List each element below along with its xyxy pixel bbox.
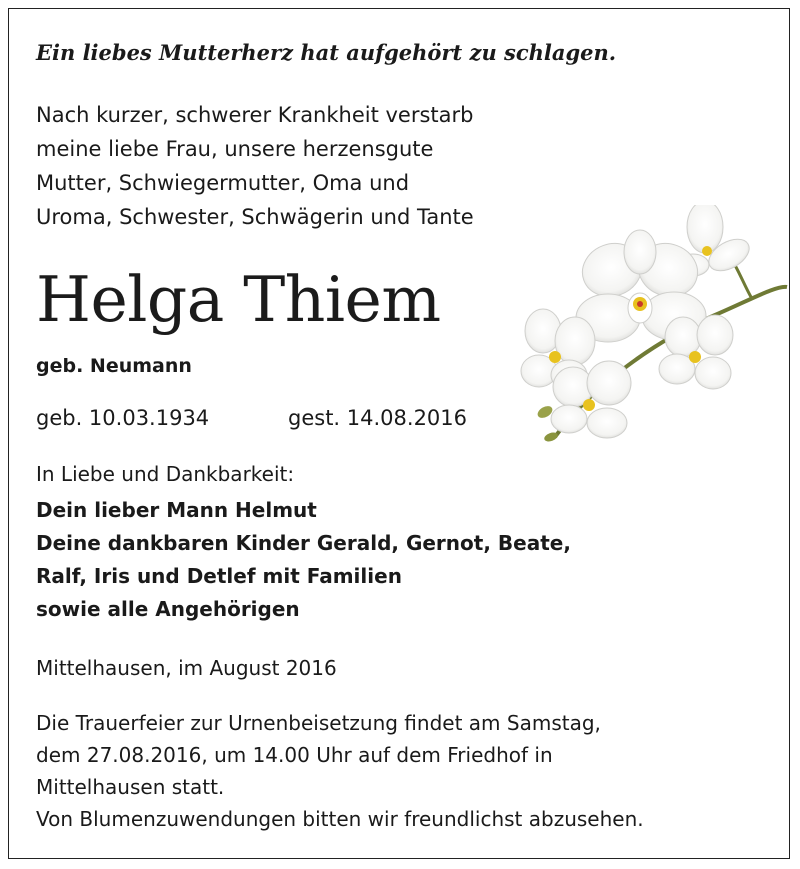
orchid-flower-icon <box>515 205 795 455</box>
mourner-line: Dein lieber Mann Helmut <box>36 498 317 522</box>
place-date: Mittelhausen, im August 2016 <box>36 656 337 680</box>
deceased-name: Helga Thiem <box>36 263 441 336</box>
death-date: gest. 14.08.2016 <box>288 406 468 430</box>
life-dates <box>36 406 468 430</box>
headline: Ein liebes Mutterherz hat aufgehört zu schlagen. <box>36 40 617 65</box>
mourner-line: sowie alle Angehörigen <box>36 597 300 621</box>
intro-line: Nach kurzer, schwerer Krankheit verstarb <box>36 103 474 127</box>
intro-line: Uroma, Schwester, Schwägerin und Tante <box>36 205 474 229</box>
mourners-list <box>36 494 571 626</box>
intro-text <box>36 98 474 234</box>
funeral-line: Die Trauerfeier zur Urnenbeisetzung findet am Samstag, <box>36 711 601 735</box>
funeral-line: Mittelhausen statt. <box>36 775 225 799</box>
thanks-intro: In Liebe und Dankbarkeit: <box>36 462 295 486</box>
funeral-line: Von Blumenzuwendungen bitten wir freundlichst abzusehen. <box>36 807 644 831</box>
mourner-line: Ralf, Iris und Detlef mit Familien <box>36 564 402 588</box>
intro-line: meine liebe Frau, unsere herzensgute <box>36 137 434 161</box>
funeral-line: dem 27.08.2016, um 14.00 Uhr auf dem Friedhof in <box>36 743 553 767</box>
maiden-name: geb. Neumann <box>36 355 192 377</box>
birth-date: geb. 10.03.1934 <box>36 406 210 430</box>
intro-line: Mutter, Schwiegermutter, Oma und <box>36 171 410 195</box>
funeral-info <box>36 707 644 835</box>
mourner-line: Deine dankbaren Kinder Gerald, Gernot, Beate, <box>36 531 571 555</box>
